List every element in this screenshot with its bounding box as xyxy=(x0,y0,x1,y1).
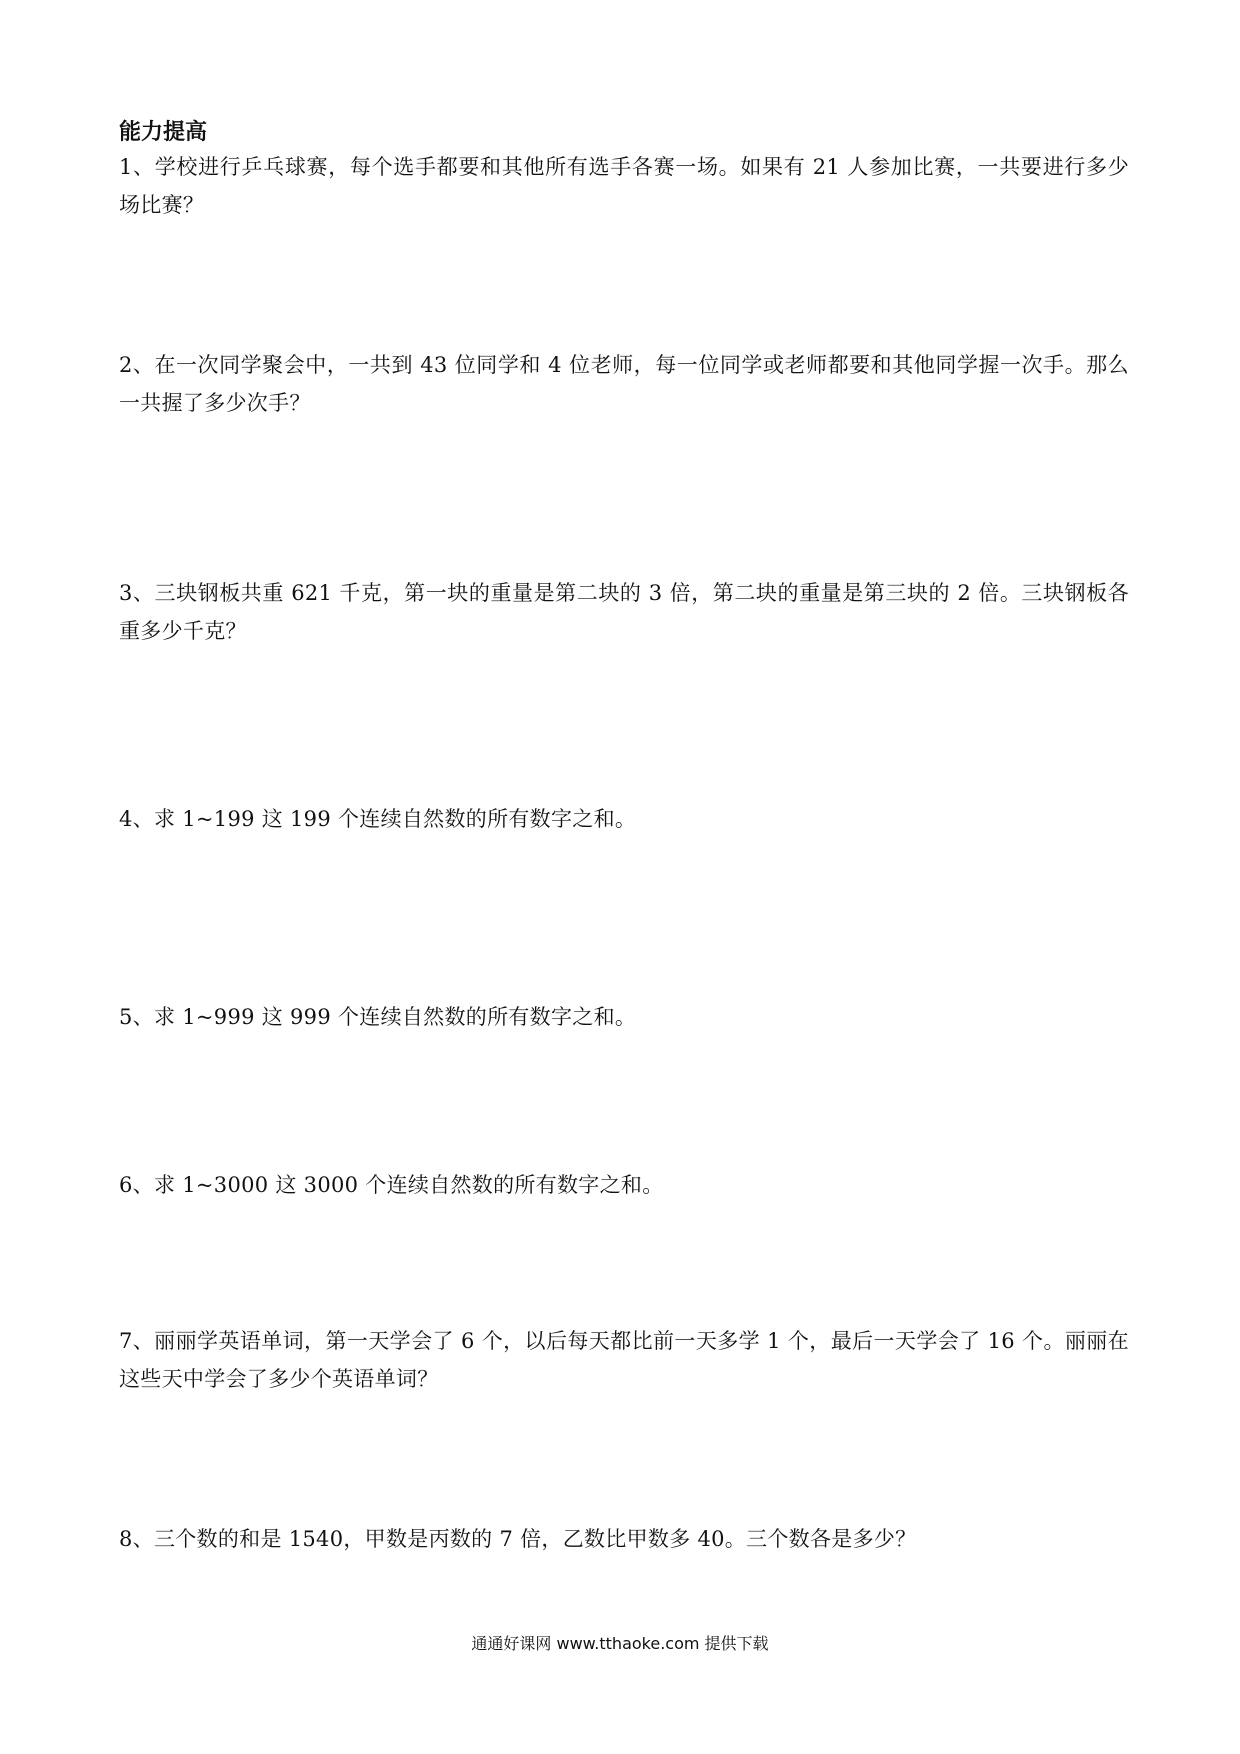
question-4: 4、求 1~199 这 199 个连续自然数的所有数字之和。 xyxy=(119,807,637,831)
question-7: 7、丽丽学英语单词，第一天学会了 6 个，以后每天都比前一天多学 1 个，最后一天学会了 16 个。丽丽在这些天中学会了多少个英语单词？ xyxy=(119,1329,1129,1391)
section-heading: 能力提高 xyxy=(119,120,208,145)
question-5: 5、求 1~999 这 999 个连续自然数的所有数字之和。 xyxy=(119,1005,637,1029)
page-footer: 通通好课网 www.tthaoke.com 提供下载 xyxy=(471,1634,769,1653)
question-6: 6、求 1~3000 这 3000 个连续自然数的所有数字之和。 xyxy=(119,1173,664,1197)
question-3: 3、三块钢板共重 621 千克，第一块的重量是第二块的 3 倍，第二块的重量是第三块的 2 倍。三块钢板各重多少千克？ xyxy=(119,581,1129,643)
question-1: 1、学校进行乒乓球赛，每个选手都要和其他所有选手各赛一场。如果有 21 人参加比赛，一共要进行多少场比赛？ xyxy=(119,155,1129,217)
question-2: 2、在一次同学聚会中，一共到 43 位同学和 4 位老师，每一位同学或老师都要和其他同学握一次手。那么一共握了多少次手？ xyxy=(119,353,1129,415)
question-8: 8、三个数的和是 1540，甲数是丙数的 7 倍，乙数比甲数多 40。三个数各是多少？ xyxy=(119,1527,917,1551)
